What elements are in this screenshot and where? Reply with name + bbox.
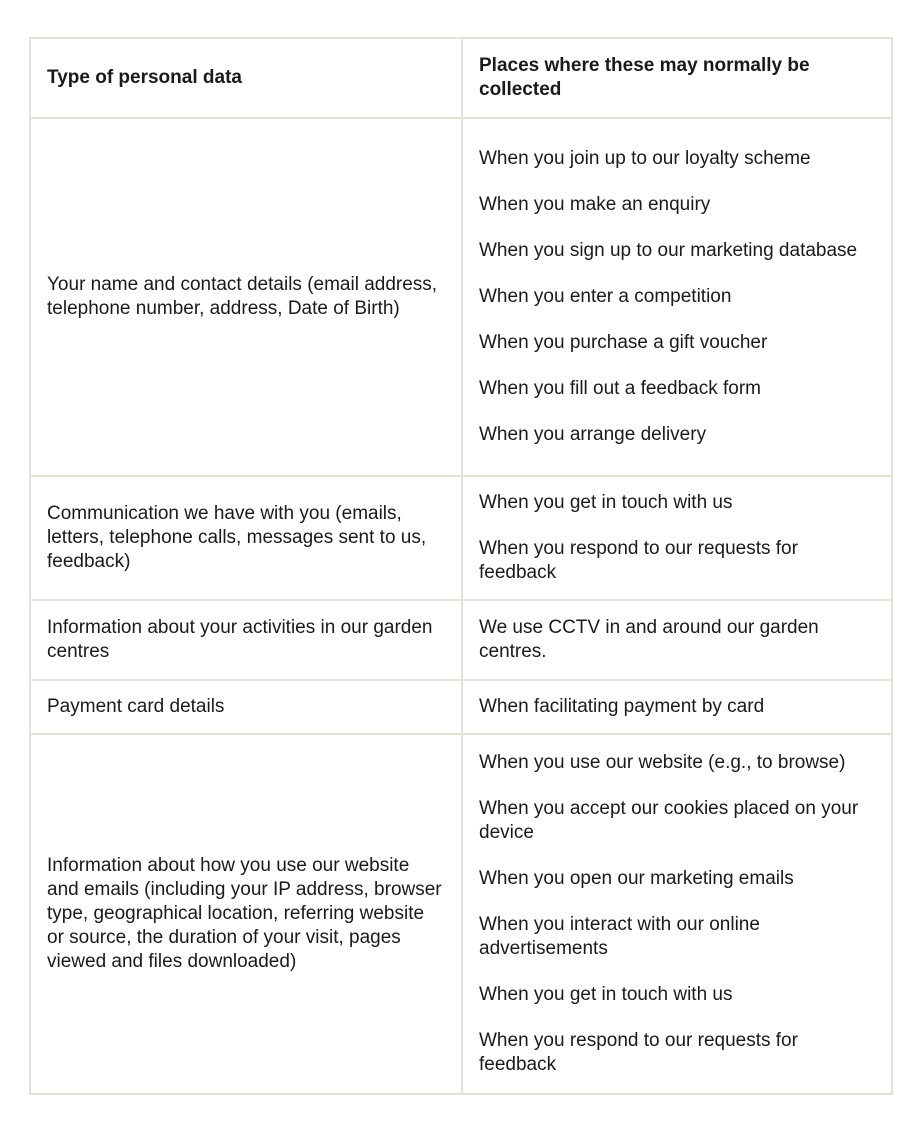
list-item: When you get in touch with us [479, 492, 733, 513]
list-item: When you open our marketing emails [479, 868, 794, 889]
list-item: When you get in touch with us [479, 984, 733, 1005]
places-cell [462, 476, 892, 600]
list-item: When you respond to our requests for feedback [479, 538, 798, 583]
places-list [479, 695, 875, 719]
table-row [30, 118, 892, 476]
list-item: When facilitating payment by card [479, 696, 765, 717]
table-row [30, 476, 892, 600]
header-places-collected: Places where these may normally be collected [462, 38, 892, 118]
table-row [30, 600, 892, 680]
list-item: When you arrange delivery [479, 424, 707, 445]
list-item: When you join up to our loyalty scheme [479, 148, 811, 169]
places-list [479, 491, 875, 585]
places-list [479, 147, 875, 447]
places-list [479, 616, 875, 664]
table-row [30, 734, 892, 1094]
list-item: We use CCTV in and around our garden centres. [479, 617, 819, 662]
list-item: When you enter a competition [479, 286, 732, 307]
places-cell [462, 680, 892, 734]
data-type-cell: Communication we have with you (emails, letters, telephone calls, messages sent to us, feedback) [30, 476, 462, 600]
places-cell [462, 600, 892, 680]
table-row [30, 680, 892, 734]
list-item: When you respond to our requests for feedback [479, 1030, 798, 1075]
list-item: When you sign up to our marketing database [479, 240, 858, 261]
table-header-row [30, 38, 892, 118]
list-item: When you accept our cookies placed on your device [479, 798, 859, 843]
list-item: When you fill out a feedback form [479, 378, 761, 399]
header-type-of-personal-data: Type of personal data [30, 38, 462, 118]
list-item: When you use our website (e.g., to browse) [479, 752, 846, 773]
data-type-cell: Payment card details [30, 680, 462, 734]
data-type-cell: Your name and contact details (email address, telephone number, address, Date of Birth) [30, 118, 462, 476]
places-list [479, 751, 875, 1077]
list-item: When you purchase a gift voucher [479, 332, 768, 353]
places-cell [462, 734, 892, 1094]
places-cell [462, 118, 892, 476]
data-type-cell: Information about your activities in our garden centres [30, 600, 462, 680]
data-type-cell: Information about how you use our website and emails (including your IP address, browser type, geographical location, referring website or source, the duration of your visit, pages viewed and files downloaded) [30, 734, 462, 1094]
personal-data-table [29, 37, 893, 1095]
list-item: When you make an enquiry [479, 194, 711, 215]
list-item: When you interact with our online advertisements [479, 914, 760, 959]
